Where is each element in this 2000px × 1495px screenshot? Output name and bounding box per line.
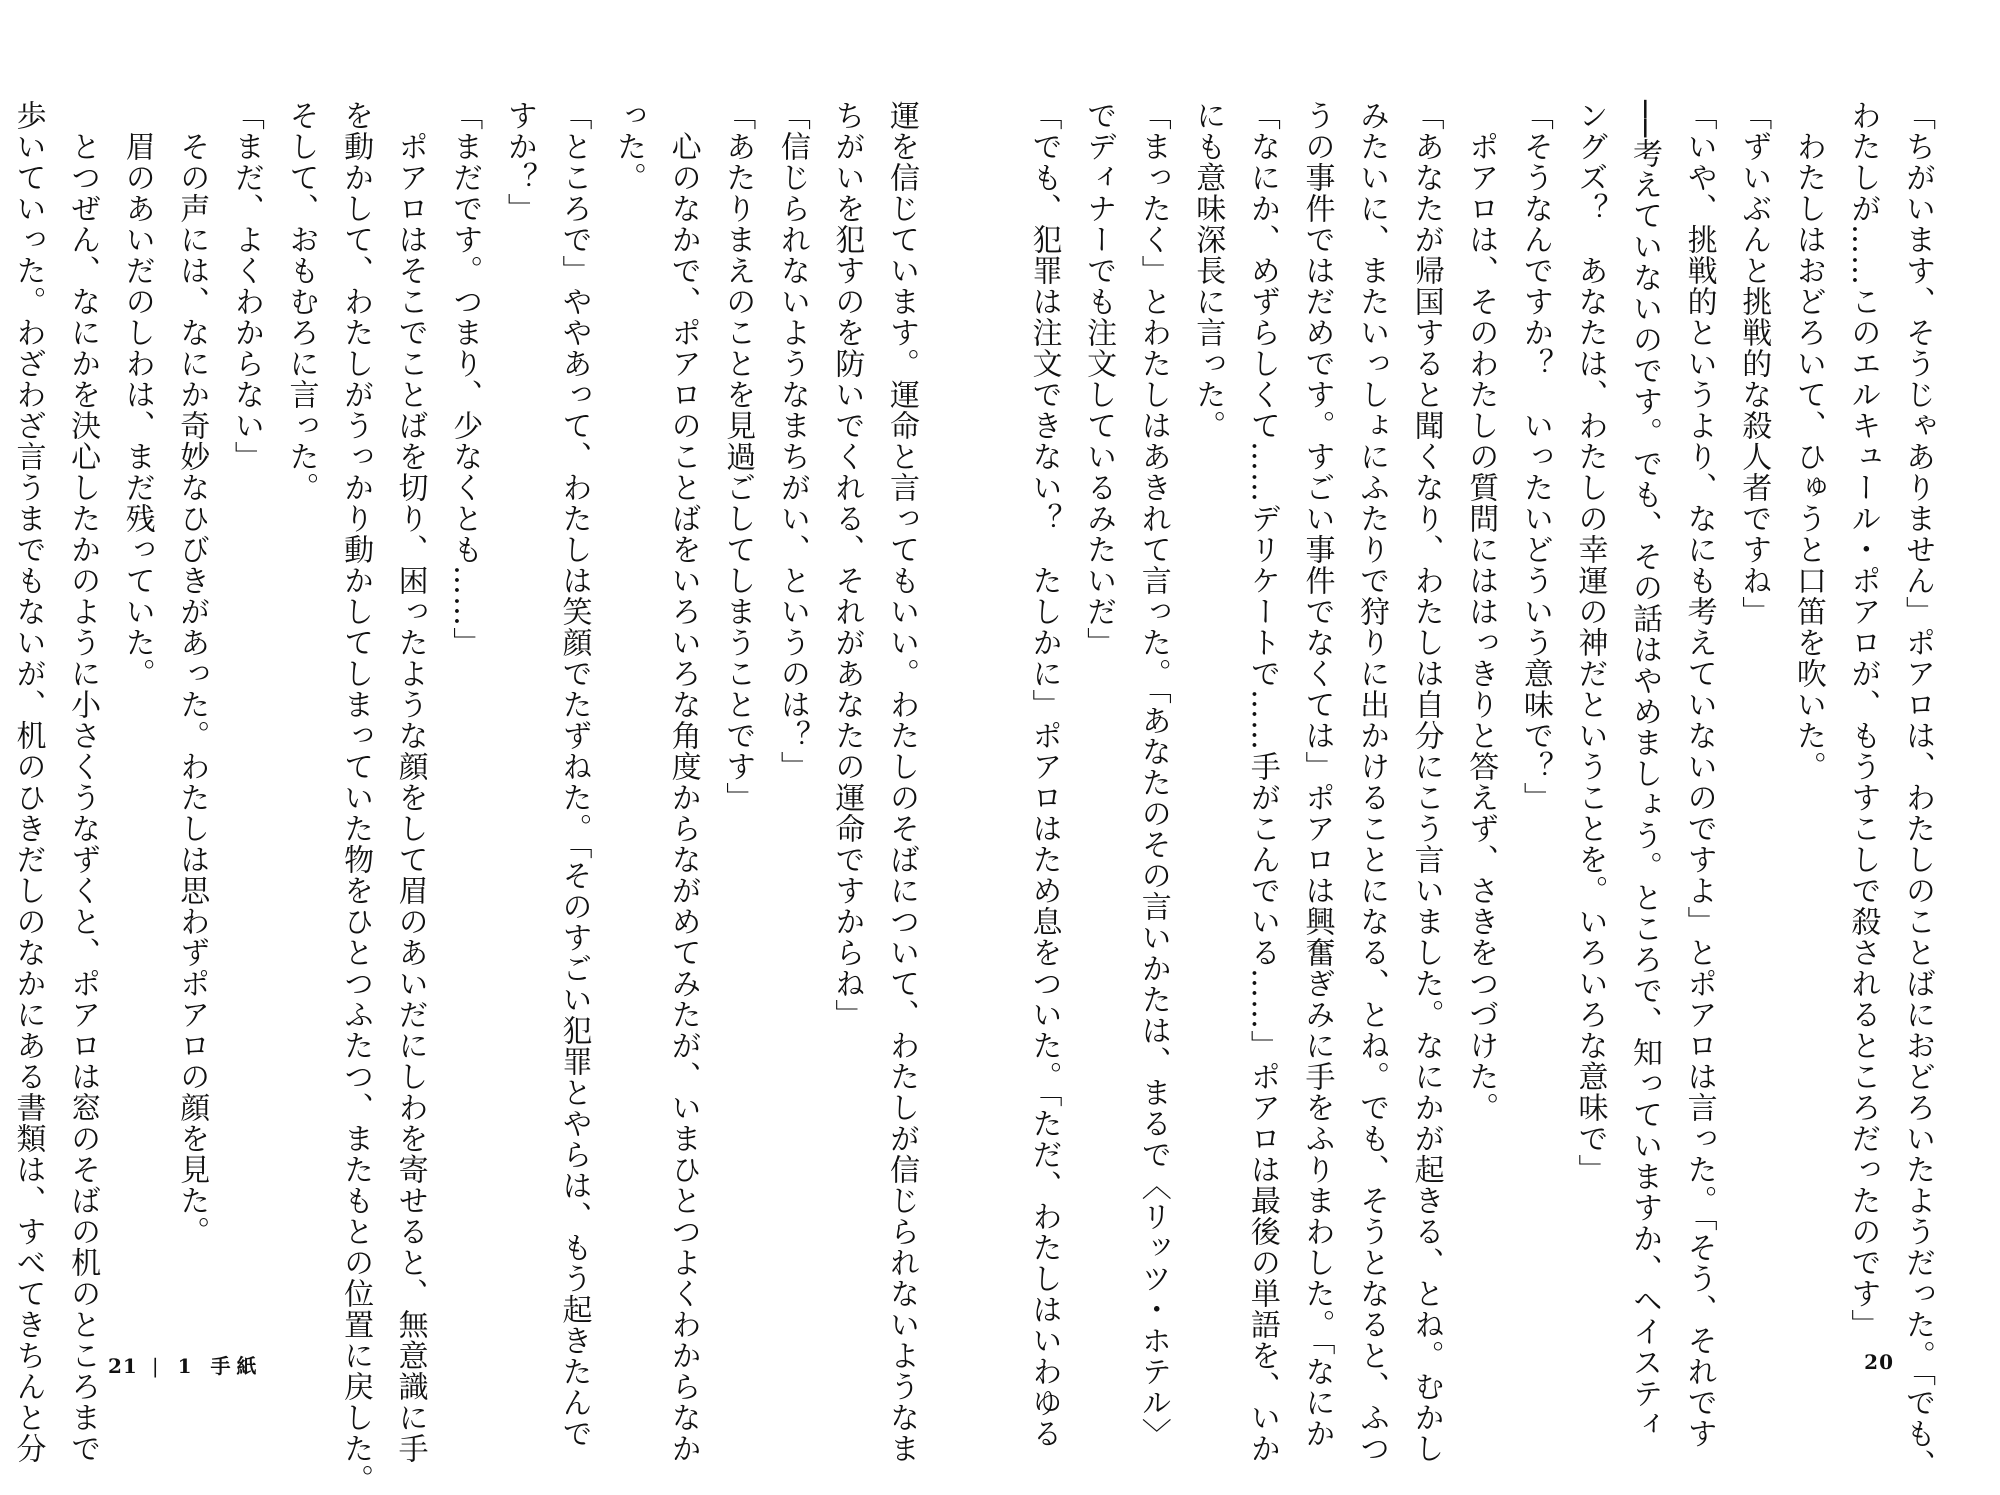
text-line: わたしはおどろいて、ひゅうと口笛を吹いた。 xyxy=(1790,100,1826,782)
text-line: 歩いていった。わざわざ言うまでもないが、机のひきだしのなかにある書類は、すべてきちんと分 xyxy=(10,100,46,1464)
text-line: 「なにか、めずらしくて……デリケートで……手がこんでいる……」ポアロは最後の単語を、いか xyxy=(1244,100,1280,1464)
text-line: 「ところで」ややあって、わたしは笑顔でたずねた。「そのすごい犯罪とやらは、もう起きたんで xyxy=(556,100,592,1449)
text-line: ──考えていないのです。でも、その話はやめましょう。ところで、知っていますか、ヘイスティ xyxy=(1627,100,1663,1441)
page-number: 21 xyxy=(108,1354,138,1378)
text-line: 運を信じています。運命と言ってもいい。わたしのそばについて、わたしが信じられないようなま xyxy=(884,100,919,1464)
text-line: 心のなかで、ポアロのことばをいろいろな角度からながめてみたが、いまひとつよくわからなか xyxy=(665,100,701,1464)
text-line: 「あたりまえのことを見過ごしてしまうことです」 xyxy=(720,100,756,813)
text-line: ポアロは、そのわたしの質問にははっきりと答えず、さきをつづけた。 xyxy=(1463,100,1499,1123)
text-line: とつぜん、なにかを決心したかのように小さくうなずくと、ポアロは窓のそばの机のところまで xyxy=(65,100,101,1464)
text-line: ポアロはそこでことばを切り、困ったような顔をして眉のあいだにしわを寄せると、無意識に手 xyxy=(392,100,428,1464)
text-line: ちがいを犯すのを防いでくれる、それがあなたの運命ですからね」 xyxy=(829,100,865,1030)
text-line: 「信じられないようなまちがい、というのは？」 xyxy=(774,100,810,782)
right-page xyxy=(1000,0,2000,1480)
text-line: わたしが……このエルキュール・ポアロが、もうすこしで殺されるところだったのです」 xyxy=(1845,100,1881,1340)
text-line: みたいに、またいっしょにふたりで狩りに出かけることになる、とね。でも、そうとなると、ふつ xyxy=(1354,100,1390,1464)
footer-separator: | xyxy=(151,1354,160,1378)
text-line: 「まだ、よくわからない」 xyxy=(228,100,264,472)
text-line: 「まったく」とわたしはあきれて言った。「あなたのその言いかたは、まるで〈リッツ・ホテル〉 xyxy=(1135,100,1171,1449)
chapter-title: 1 手紙 xyxy=(177,1354,263,1378)
text-line: 眉のあいだのしわは、まだ残っていた。 xyxy=(119,100,155,689)
text-line: 「ずいぶんと挑戦的な殺人者ですね」 xyxy=(1736,100,1772,627)
text-line: でディナーでも注文しているみたいだ」 xyxy=(1081,100,1117,658)
text-line: その声には、なにか奇妙なひびきがあった。わたしは思わずポアロの顔を見た。 xyxy=(174,100,210,1247)
text-line: 「あなたが帰国すると聞くなり、わたしは自分にこう言いました。なにかが起きる、とね。むかし xyxy=(1408,100,1444,1464)
text-line: そして、おもむろに言った。 xyxy=(283,100,319,503)
page-number: 20 xyxy=(1864,1350,1894,1374)
text-line: を動かして、わたしがうっかり動かしてしまっていた物をひとつふたつ、またもとの位置に戻した。 xyxy=(338,100,374,1495)
text-line: った。 xyxy=(611,100,647,193)
text-line: すか？」 xyxy=(501,100,537,224)
text-line: にも意味深長に言った。 xyxy=(1190,100,1226,441)
text-line: 「ちがいます、そうじゃありません」ポアロは、わたしのことばにおどろいたようだった。「でも、 xyxy=(1900,100,1935,1480)
text-line: ングズ？ あなたは、わたしの幸運の神だということを。いろいろな意味で」 xyxy=(1572,100,1608,1185)
text-line: 「でも、犯罪は注文できない？ たしかに」ポアロはため息をついた。「ただ、わたしはいわゆる xyxy=(1026,100,1062,1449)
page-footer xyxy=(108,1350,262,1379)
text-line: 「そうなんですか？ いったいどういう意味で？」 xyxy=(1517,100,1553,813)
text-line: うの事件ではだめです。すごい事件でなくては」ポアロは興奮ぎみに手をふりまわした。「なにか xyxy=(1299,100,1335,1449)
text-line: 「まだです。つまり、少なくとも……」 xyxy=(447,100,483,658)
text-line: 「いや、挑戦的というより、なにも考えていないのですよ」とポアロは言った。「そう、それです xyxy=(1681,100,1717,1449)
